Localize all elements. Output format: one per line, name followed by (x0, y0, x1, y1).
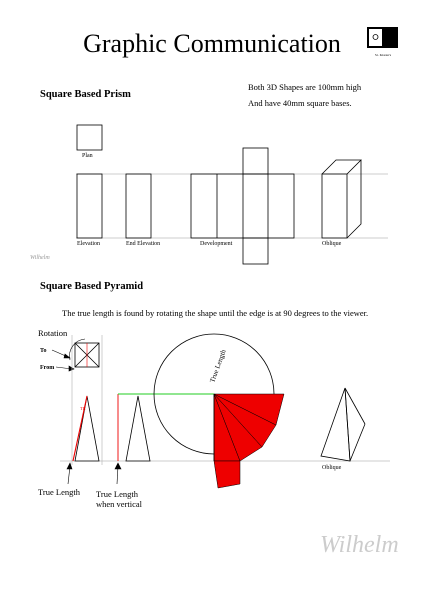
logo-crest (369, 29, 382, 46)
tl-mark: TL (80, 406, 86, 411)
pyramid-intro: The true length is found by rotating the shape until the edge is at 90 degrees to the viewer. (62, 308, 369, 318)
pyramid-elevation-view (73, 396, 99, 461)
prism-plan-view (77, 125, 102, 150)
true-length-circle-label: True Length (208, 348, 228, 384)
pyramid-oblique-view (321, 388, 365, 461)
prism-note-line-2: And have 40mm square bases. (248, 98, 352, 108)
true-length-label: True Length (38, 487, 80, 497)
prism-end-elevation-label: End Elevation (126, 241, 161, 247)
signature: Wilhelm (320, 532, 399, 558)
development-base-square (214, 461, 240, 488)
prism-elevation-view (77, 174, 102, 238)
from-label: From (40, 365, 55, 371)
prism-end-elevation-view (126, 174, 151, 238)
true-length-vertical-label-1: True Length (96, 489, 138, 499)
true-length-vertical-label-2: when vertical (96, 499, 143, 509)
rotation-arrows (52, 350, 74, 371)
prism-oblique-label: Oblique (322, 241, 342, 247)
rotation-label: Rotation (38, 328, 68, 338)
pyramid-rotated-elevation (118, 394, 150, 461)
pyramid-heading: Square Based Pyramid (40, 281, 144, 292)
prism-oblique-view (322, 160, 361, 238)
pyramid-development (154, 334, 284, 488)
pyramid-plan-view (70, 339, 99, 367)
prism-plan-label: Plan (82, 153, 93, 159)
pyramid-oblique-label: Oblique (322, 465, 342, 471)
prism-elevation-label: Elevation (77, 241, 100, 247)
prism-note-line-1: Both 3D Shapes are 100mm high (248, 82, 362, 92)
prism-heading: Square Based Prism (40, 89, 131, 100)
prism-development-label: Development (200, 241, 233, 247)
school-logo (367, 27, 398, 57)
to-label: To (40, 348, 47, 354)
small-signature: Wilhelm (30, 255, 50, 261)
logo-caption: St. Kiaran's (374, 53, 392, 57)
page-title: Graphic Communication (83, 29, 341, 58)
bottom-arrows (67, 463, 121, 484)
